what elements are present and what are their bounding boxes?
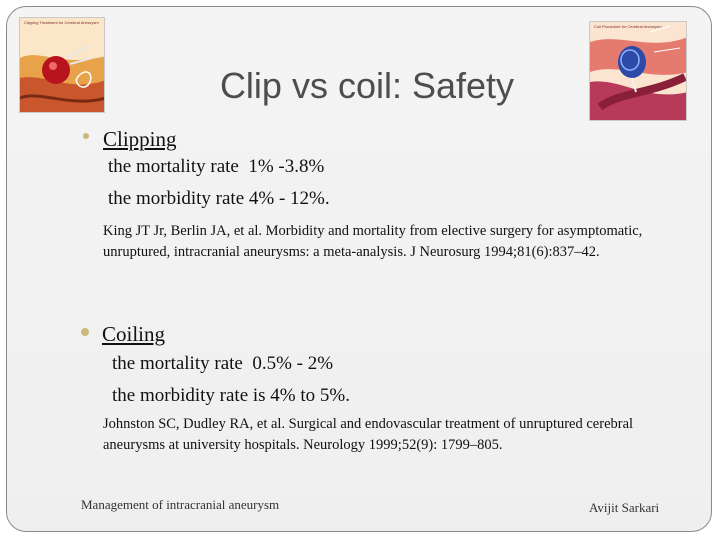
clipping-illustration-graphic [20, 18, 105, 113]
bullet-clipping [83, 133, 89, 139]
coiling-morbidity: the morbidity rate is 4% to 5%. [112, 385, 350, 406]
slide-title: Clip vs coil: Safety [219, 65, 515, 106]
left-image-caption: Clipping Treatment for Cerebral Aneurysm [24, 20, 99, 25]
right-image-caption: Coil Procedure for Cerebral Aneurysm [594, 24, 662, 29]
bullet-coiling [81, 328, 89, 336]
coiling-illustration-graphic [590, 22, 687, 121]
clipping-heading: Clipping [103, 127, 177, 151]
clipping-mortality: the mortality rate 1% -3.8% [108, 156, 325, 177]
slide [6, 6, 712, 532]
clipping-reference: King JT Jr, Berlin JA, et al. Morbidity and mortality from elective surgery for asymptomatic, unruptured, intracranial aneurysms: a meta-analysis. J Neurosurg 1994;81(6):837–42. [103, 223, 643, 260]
coiling-heading: Coiling [102, 322, 166, 346]
footer-presentation-title: Management of intracranial aneurysm [81, 497, 280, 512]
clipping-morbidity: the morbidity rate 4% - 12%. [108, 188, 330, 209]
coiling-reference: Johnston SC, Dudley RA, et al. Surgical and endovascular treatment of unruptured cerebral aneurysms at university hospitals. Neurology 1999;52(9): 1799–805. [103, 416, 634, 453]
footer-author: Avijit Sarkari [589, 500, 660, 515]
clipping-illustration [19, 17, 105, 113]
coiling-mortality: the mortality rate 0.5% - 2% [112, 353, 334, 374]
coiling-illustration [589, 21, 687, 121]
